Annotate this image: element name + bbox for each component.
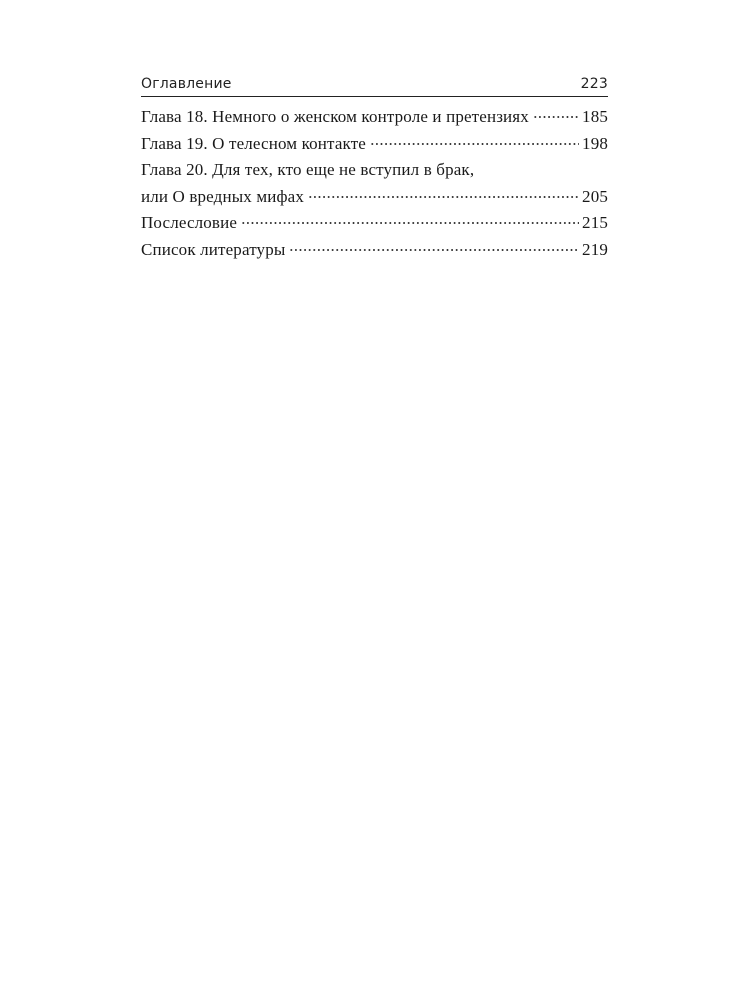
- dot-leader: [533, 116, 579, 118]
- toc-entry-page: 219: [582, 239, 608, 259]
- toc-entry-chapter-18[interactable]: [141, 104, 608, 131]
- toc-entry-page: 185: [582, 107, 608, 126]
- toc-entry-title: Послесловие: [141, 213, 238, 232]
- toc-entry-chapter-19[interactable]: [141, 131, 608, 158]
- toc-entry-title: Глава 19. О телесном контакте: [141, 133, 366, 153]
- toc-entry-title: Глава 20. Для тех, кто еще не вступил в брак,: [141, 160, 475, 179]
- toc-entry-afterword[interactable]: [141, 210, 608, 237]
- toc-entry-title-continued: или О вредных мифах: [141, 186, 304, 206]
- toc-entry-bibliography[interactable]: [141, 237, 608, 264]
- toc-entry-chapter-20-line-1[interactable]: [141, 157, 608, 184]
- toc-entry-chapter-20-line-2[interactable]: [141, 184, 608, 211]
- running-head: [141, 74, 608, 97]
- toc-entry-page: 205: [582, 186, 608, 206]
- dot-leader: [289, 249, 579, 251]
- toc-entry-title: Список литературы: [141, 239, 286, 259]
- toc-entry-page: 198: [582, 133, 608, 153]
- toc-entry-page: 215: [582, 213, 608, 232]
- running-head-title: Оглавление: [141, 76, 232, 92]
- dot-leader: [308, 196, 579, 198]
- toc-entry-title: Глава 18. Немного о женском контроле и претензиях: [141, 107, 529, 126]
- dot-leader: [241, 222, 579, 224]
- page-number: 223: [580, 76, 608, 92]
- table-of-contents: [141, 104, 608, 263]
- dot-leader: [370, 143, 579, 145]
